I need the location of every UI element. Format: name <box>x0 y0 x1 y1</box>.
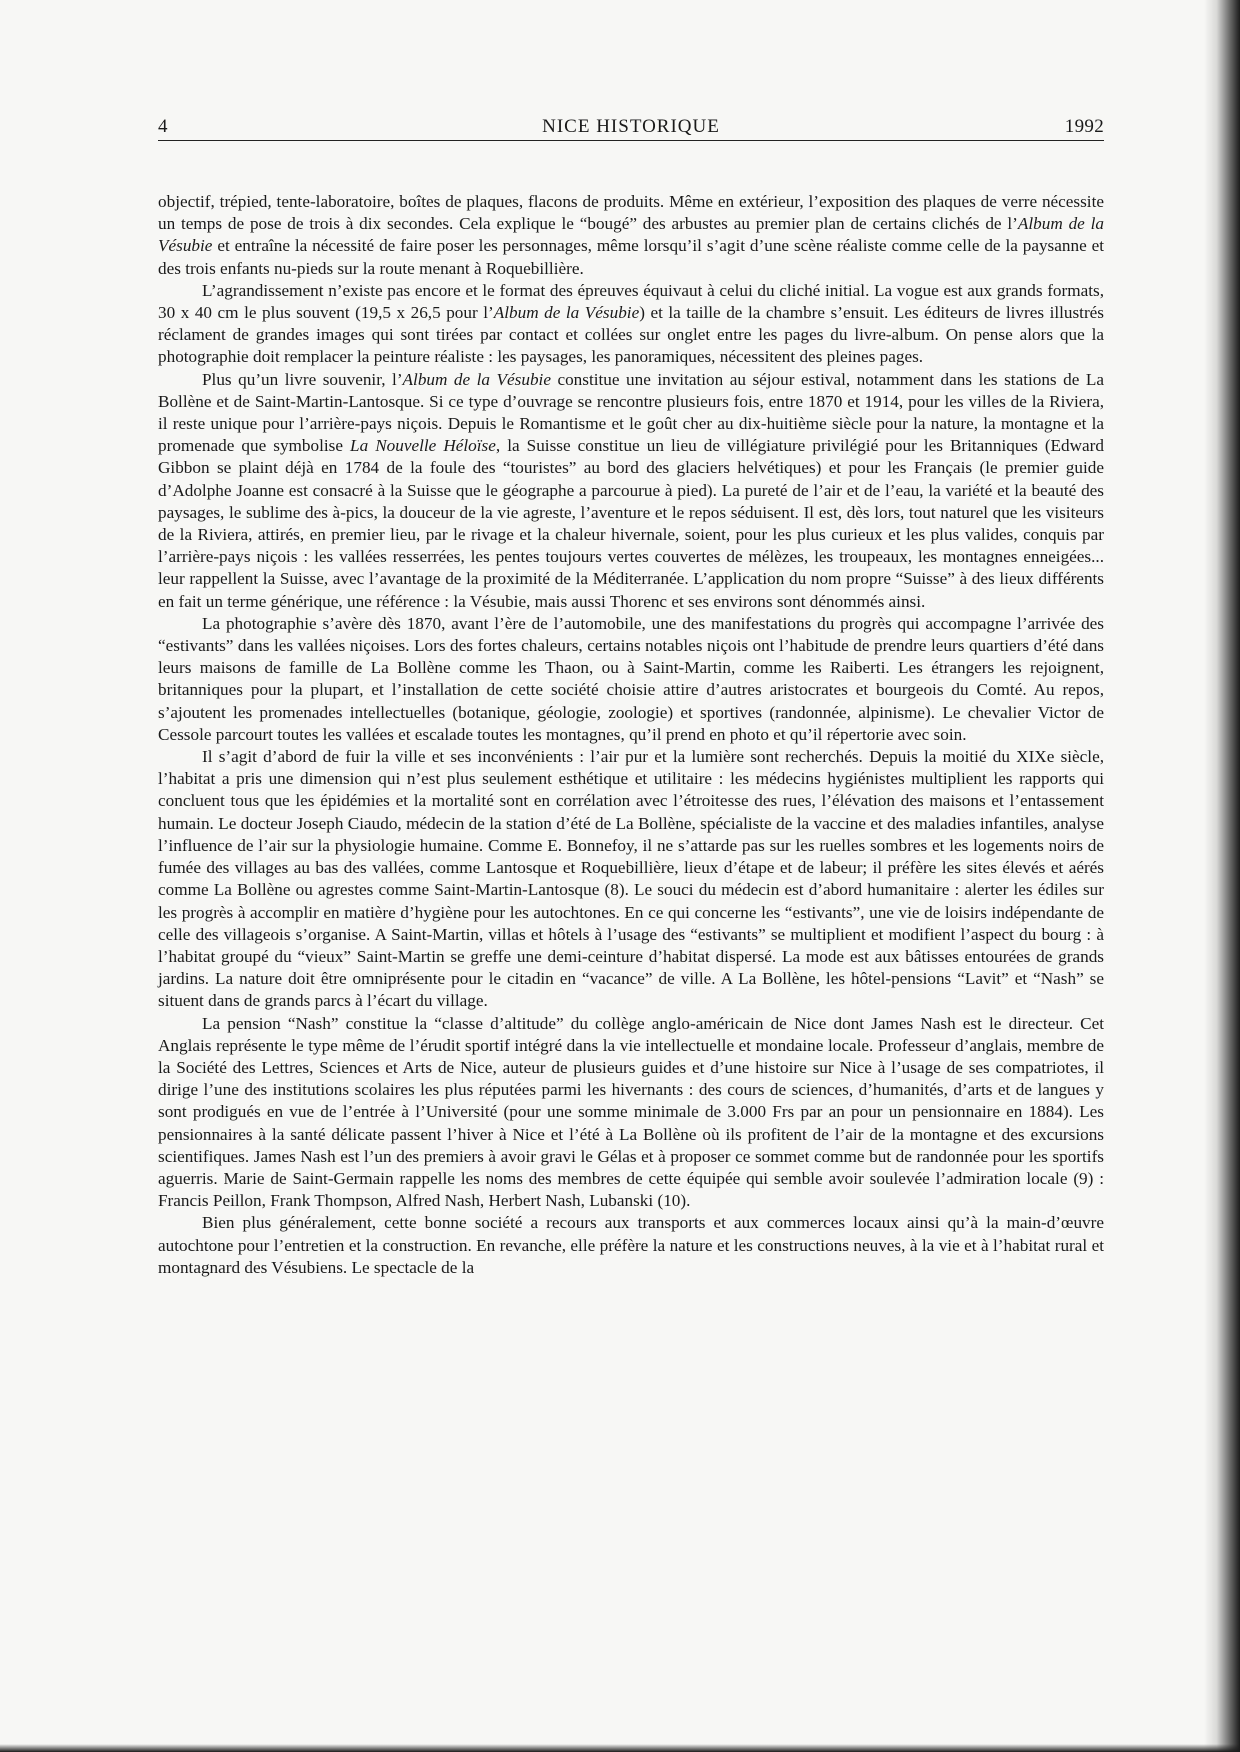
body-paragraph <box>158 613 1104 746</box>
page-number: 4 <box>158 116 168 137</box>
paragraph-text: , la Suisse constitue un lieu de villégiature privilégié pour les Britanniques (Edward Gibbon se plaint déjà en 1784 de la foule des “touristes” au bord des glaciers helvétiques) et pour les Français (le premier guide d’Adolphe Joanne est consacré à la Suisse que le géographe a parcourue à pied). La pureté de l’air et de l’eau, la variété et la beauté des paysages, le sublime des à-pics, la douceur de la vie agreste, l’aventure et le repos séduisent. Il est, dès lors, tout naturel que les visiteurs de la Riviera, attirés, en premier lieu, par le rivage et la chaleur hivernale, soient, pour les plus curieux et les plus valides, conquis par l’arrière-pays niçois : les vallées resserrées, les pentes toujours vertes couvertes de mélèzes, les troupeaux, les montagnes enneigées... leur rappellent la Suisse, avec l’avantage de la proximité de la Méditerranée. L’application du nom propre “Suisse” à des lieux différents en fait un terme générique, une référence : la Vésubie, mais aussi Thorenc et ses environs sont dénommés ainsi. <box>158 436 1104 611</box>
publication-year: 1992 <box>1064 116 1104 137</box>
paragraph-text: et entraîne la nécessité de faire poser les personnages, même lorsqu’il s’agit d’une scène réaliste comme celle de la paysanne et des trois enfants nu-pieds sur la route menant à Roquebillière. <box>158 236 1104 278</box>
italic-title: La Nouvelle Héloïse <box>350 436 496 456</box>
italic-title: Album de la Vésubie <box>493 303 640 323</box>
running-header <box>158 116 1104 141</box>
paragraph-text: Plus qu’un livre souvenir, l’ <box>202 369 403 389</box>
body-paragraph <box>158 746 1104 1012</box>
paragraph-text: L’agrandissement n’existe pas encore et le format des épreuves équivaut à celui du cliché initial. La vogue est aux grands formats, 30 x 40 cm le plus souvent (19,5 x 26,5 pour l’ <box>158 280 1104 323</box>
page-binding-shadow <box>1204 0 1240 1752</box>
paragraph-text: Bien plus généralement, cette bonne société a recours aux transports et aux commerces locaux ainsi qu’à la main-d’œuvre autochtone pour l’entretien et la construction. En revanche, elle préfère la nature et les constructions neuves, à la vie et à l’habitat rural et montagnard des Vésubiens. Le spectacle de la <box>158 1213 1104 1277</box>
article-body <box>158 191 1104 1279</box>
paragraph-text: ) et la taille de la chambre s’ensuit. Les éditeurs de livres illustrés réclament de grandes images qui sont tirées par contact et collées sur onglet entre les pages du livre-album. On pense alors que la photographie doit remplacer la peinture réaliste : les paysages, les panoramiques, nécessitent des pleines pages. <box>158 303 1105 367</box>
body-paragraph <box>158 1212 1104 1279</box>
body-paragraph <box>158 191 1104 280</box>
italic-title: Album de la Vésubie <box>158 214 1104 256</box>
page-bottom-edge <box>0 1744 1240 1752</box>
journal-title: NICE HISTORIQUE <box>542 116 720 137</box>
paragraph-text: constitue une invitation au séjour estival, notamment dans les stations de La Bollène et de Saint-Martin-Lantosque. Si ce type d’ouvrage se rencontre plusieurs fois, entre 1870 et 1914, pour les villes de la Riviera, il reste unique pour l’arrière-pays niçois. Depuis le Romantisme et le goût cher au dix-huitième siècle pour la nature, la montagne et la promenade que symbolise <box>158 369 1104 456</box>
body-paragraph <box>158 1013 1104 1213</box>
paragraph-text: objectif, trépied, tente-laboratoire, boîtes de plaques, flacons de produits. Même en extérieur, l’exposition des plaques de verre nécessite un temps de pose de trois à dix secondes. Cela explique le “bougé” des arbustes au premier plan de certains clichés de l’ <box>158 192 1104 234</box>
body-paragraph <box>158 369 1104 613</box>
paragraph-text: La photographie s’avère dès 1870, avant l’ère de l’automobile, une des manifestations du progrès qui accompagne l’arrivée des “estivants” dans les vallées niçoises. Lors des fortes chaleurs, certains notables niçois ont l’habitude de prendre leurs quartiers d’été dans leurs maisons de famille de La Bollène comme les Thaon, ou à Saint-Martin, comme les Raiberti. Les étrangers les rejoignent, britanniques pour la plupart, et l’installation de cette société choisie attire d’autres aristocrates et bourgeois du Comté. Au repos, s’ajoutent les promenades intellectuelles (botanique, géologie, zoologie) et sportives (randonnée, alpinisme). Le chevalier Victor de Cessole parcourt toutes les vallées et escalade toutes les montagnes, qu’il prend en photo et qu’il répertorie avec soin. <box>158 613 1104 744</box>
body-paragraph <box>158 280 1104 369</box>
italic-title: Album de la Vésubie <box>402 369 551 389</box>
paragraph-text: Il s’agit d’abord de fuir la ville et ses inconvénients : l’air pur et la lumière sont recherchés. Depuis la moitié du XIXe siècle, l’habitat a pris une dimension qui n’est plus seulement esthétique et utilitaire : les médecins hygiénistes multiplient les rapports qui concluent tous que les épidémies et la mortalité sont en corrélation avec l’étroitesse des rues, l’élévation des maisons et l’entassement humain. Le docteur Joseph Ciaudo, médecin de la station d’été de La Bollène, spécialiste de la vaccine et des maladies infantiles, analyse l’influence de l’air sur la physiologie humaine. Comme E. Bonnefoy, il ne s’attarde pas sur les ruelles sombres et les logements noirs de fumée des villages au bas des vallées, comme Lantosque et Roquebillière, lieux d’étape et de labeur; il préfère les sites élevés et aérés comme La Bollène ou agrestes comme Saint-Martin-Lantosque (8). Le souci du médecin est d’abord humanitaire : alerter les édiles sur les progrès à accomplir en matière d’hygiène pour les autochtones. En ce qui concerne les “estivants”, une vie de loisirs indépendante de celle des villageois s’organise. A Saint-Martin, villas et hôtels à l’usage des “estivants” se multiplient et modifient l’aspect du bourg : à l’habitat groupé du “vieux” Saint-Martin se greffe une demi-ceinture d’habitat dispersé. La mode est aux bâtisses entourées de grands jardins. La nature doit être omniprésente pour le citadin en “vacance” de ville. A La Bollène, les hôtel-pensions “Lavit” et “Nash” se situent dans de grands parcs à l’écart du village. <box>158 747 1104 1011</box>
paragraph-text: La pension “Nash” constitue la “classe d’altitude” du collège anglo-américain de Nice dont James Nash est le directeur. Cet Anglais représente le type même de l’érudit sportif intégré dans la vie intellectuelle et mondaine locale. Professeur d’anglais, membre de la Société des Lettres, Sciences et Arts de Nice, auteur de plusieurs guides et d’une histoire sur Nice à l’usage de ses compatriotes, il dirige l’une des institutions scolaires les plus réputées parmi les hivernants : des cours de sciences, d’humanités, d’arts et de langues y sont prodigués en vue de l’entrée à l’Université (pour une somme minimale de 3.000 Frs par an pour un pensionnaire en 1884). Les pensionnaires à la santé délicate passent l’hiver à Nice et l’été à La Bollène où ils profitent de l’air de la montagne et des excursions scientifiques. James Nash est l’un des premiers à avoir gravi le Gélas et à proposer ce sommet comme but de randonnée pour les sportifs aguerris. Marie de Saint-Germain rappelle les noms des membres de cette équipée qui semble avoir soulevée l’admiration locale (9) : Francis Peillon, Frank Thompson, Alfred Nash, Herbert Nash, Lubanski (10). <box>158 1013 1104 1211</box>
